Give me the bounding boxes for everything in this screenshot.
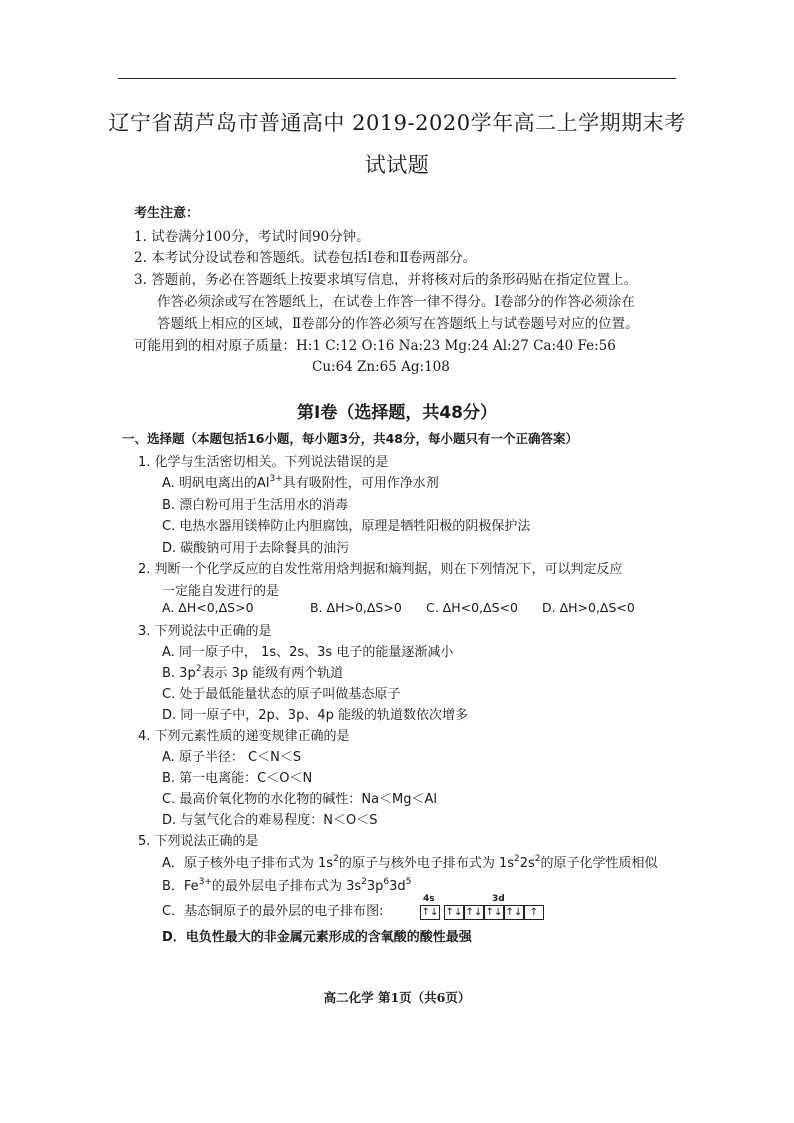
q2-stem-1: 2. 判断一个化学反应的自发性常用焓判据和熵判据，则在下列情况下，可以判定反应	[138, 562, 623, 577]
q2-option-a: A. ΔH<0,ΔS>0	[162, 600, 254, 615]
exam-title-line1: 辽宁省葫芦岛市普通高中 2019-2020学年高二上学期期末考	[108, 111, 686, 135]
q2-option-c: C. ΔH<0,ΔS<0	[426, 600, 518, 615]
q2-options	[0, 600, 794, 618]
notice-item-3-cont2: 答题纸上相应的区域，Ⅱ卷部分的作答必须写在答题纸上与试卷题号对应的位置。	[157, 316, 639, 332]
notice-heading: 考生注意：	[134, 206, 200, 221]
orbital-3d-label: 3d	[492, 894, 505, 904]
notice-item-2: 2. 本考试分设试卷和答题纸。试卷包括Ⅰ卷和Ⅱ卷两部分。	[134, 250, 477, 266]
q5-option-b: B．$Fe^{3+}$的最外层电子排布式为 $3s^23p^63d^5$	[162, 877, 412, 894]
q2-stem-2: 一定能自发进行的是	[162, 584, 280, 599]
q5-stem: 5. 下列说法正确的是	[138, 834, 259, 849]
q5-option-a: A．原子核外电子排布式为 $1s^2$的原子与核外电子排布式为 $1s^22s^2$的原子化学性质相似	[162, 854, 658, 871]
atomic-masses-line1: 可能用到的相对原子质量：H:1 C:12 O:16 Na:23 Mg:24 Al:27 Ca:40 Fe:56	[134, 338, 616, 354]
q3-option-c: C. 处于最低能量状态的原子叫做基态原子	[162, 687, 401, 702]
q4-option-c: C. 最高价氧化物的水化物的碱性：Na＜Mg＜Al	[162, 792, 438, 807]
orbital-3d-box-2: ↑↓	[465, 907, 483, 918]
q4-stem: 4. 下列元素性质的递变规律正确的是	[138, 729, 350, 744]
q4-option-d: D. 与氢气化合的难易程度：N＜O＜S	[162, 813, 378, 828]
q1-option-c: C. 电热水器用镁棒防止内胆腐蚀，原理是牺牲阳极的阴极保护法	[162, 519, 531, 534]
orbital-4s-box: ↑↓	[421, 907, 439, 918]
notice-item-1: 1. 试卷满分100分，考试时间90分钟。	[134, 229, 370, 245]
q1-stem: 1. 化学与生活密切相关。下列说法错误的是	[138, 455, 389, 470]
q5-option-d: D．电负性最大的非金属元素形成的含氧酸的酸性最强	[162, 930, 472, 945]
q3-stem: 3. 下列说法中正确的是	[138, 624, 272, 639]
section-instruction: 一、选择题（本题包括16小题，每小题3分，共48分，每小题只有一个正确答案）	[122, 431, 578, 446]
exam-title-line2: 试试题	[364, 153, 430, 177]
q4-option-a: A. 原子半径： C＜N＜S	[162, 750, 302, 765]
top-rule	[118, 78, 676, 79]
notice-item-3: 3. 答题前，务必在答题纸上按要求填写信息，并将核对后的条形码贴在指定位置上。	[134, 272, 638, 288]
q1-option-b: B. 漂白粉可用于生活用水的消毒	[162, 498, 349, 513]
notice-item-3-cont1: 作答必须涂或写在答题纸上，在试卷上作答一律不得分。Ⅰ卷部分的作答必须涂在	[157, 294, 635, 310]
page-footer: 高二化学 第1页（共6页）	[323, 990, 471, 1005]
section-title: 第Ⅰ卷（选择题，共48分）	[297, 403, 497, 423]
orbital-3d-box-4: ↑↓	[505, 907, 523, 918]
orbital-diagram	[420, 896, 546, 922]
q4-option-b: B. 第一电离能：C＜O＜N	[162, 771, 313, 786]
orbital-3d-box-5: ↑	[524, 905, 544, 920]
orbital-3d-box-3: ↑↓	[485, 907, 503, 918]
atomic-masses-line2: Cu:64 Zn:65 Ag:108	[312, 359, 450, 375]
q1-option-a: A. 明矾电离出的$Al^{3+}$具有吸附性，可用作净水剂	[162, 474, 439, 491]
q1-option-d: D. 碳酸钠可用于去除餐具的油污	[162, 541, 350, 556]
orbital-4s-label: 4s	[423, 894, 435, 904]
orbital-3d-box-1: ↑↓	[445, 907, 463, 918]
q2-option-b: B. ΔH>0,ΔS>0	[310, 600, 402, 615]
q5-option-c: C．基态铜原子的最外层的电子排布图:	[162, 904, 384, 919]
q2-option-d: D. ΔH>0,ΔS<0	[542, 600, 635, 615]
q3-option-d: D. 同一原子中，2p、3p、4p 能级的轨道数依次增多	[162, 708, 468, 723]
q3-option-b: B. $3p^2$表示 3p 能级有两个轨道	[162, 664, 344, 681]
q3-option-a: A. 同一原子中， 1s、2s、3s 电子的能量逐渐减小	[162, 645, 454, 660]
